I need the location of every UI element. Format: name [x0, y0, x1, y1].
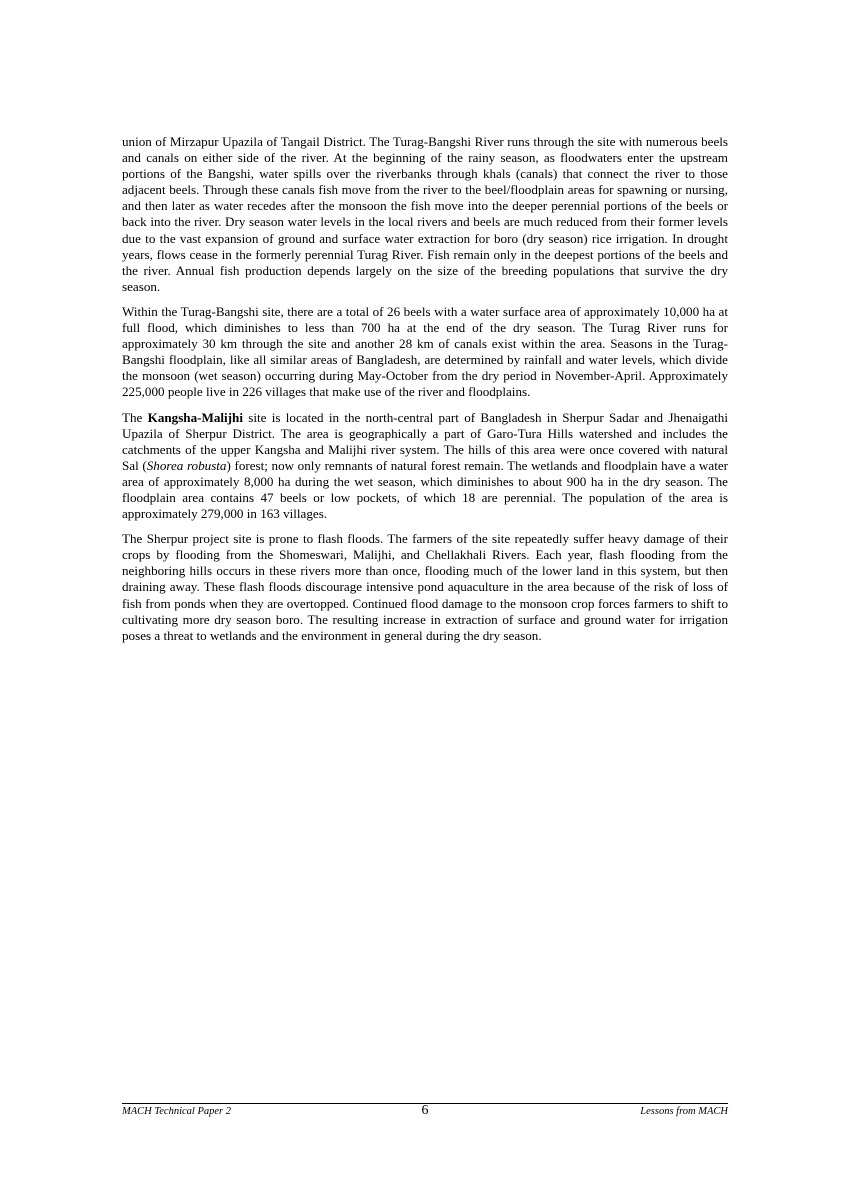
- page-number: 6: [421, 1103, 429, 1118]
- body-text: [122, 134, 728, 644]
- paragraph-turag-bangshi-intro: union of Mirzapur Upazila of Tangail District. The Turag-Bangshi River runs through the site with numerous beels and canals on either side of the river. At the beginning of the rainy season, as floodwaters enter the upstream portions of the Bangshi, water spills over the riverbanks through khals (canals) that connect the river to those adjacent beels. Through these canals fish move from the river to the beel/floodplain areas for spawning or nursing, and then later as water recedes after the monsoon the fish move into the deeper perennial portions of the beels or back into the river. Dry season water levels in the local rivers and beels are much reduced from their former levels due to the vast expansion of ground and surface water extraction for boro (dry season) rice irrigation. In drought years, flows cease in the formerly perennial Turag River. Fish remain only in the deepest portions of the beels and the river. Annual fish production depends largely on the size of the breeding populations that survive the dry season.: [122, 134, 728, 294]
- paragraph-turag-bangshi-beels: Within the Turag-Bangshi site, there are a total of 26 beels with a water surface area of approximately 10,000 ha at full flood, which diminishes to less than 700 ha at the end of the dry season. The Turag River runs for approximately 30 km through the site and another 28 km of canals exist within the area. Seasons in the Turag-Bangshi floodplain, like all similar areas of Bangladesh, are determined by rainfall and water levels, which divide the monsoon (wet season) occurring during May-October from the dry period in November-April. Approximately 225,000 people live in 226 villages that make use of the river and floodplains.: [122, 303, 728, 400]
- species-name-italic: Shorea robusta: [146, 457, 227, 473]
- site-name-bold: Kangsha-Malijhi: [147, 409, 243, 425]
- text-span: ) forest; now only remnants of natural forest remain. The wetlands and floodplain have a water area of approximately 8,000 ha during the wet season, which diminishes to about 900 ha in the dry season. The floodplain area contains 47 beels or low pockets, of which 18 are perennial. The population of the area is approximately 279,000 in 163 villages.: [122, 457, 729, 522]
- text-span: site is located in the north-central part of Bangladesh in Sherpur Sadar and Jhenaigathi Upazila of Sherpur District. The area is geographically a part of Garo-Tura Hills watershed and includes the catchments of the upper Kangsha and Malijhi river system. The hills of this area were once covered with natural Sal (: [122, 409, 728, 473]
- paragraph-kangsha-malijhi: [122, 410, 728, 523]
- footer-document-title: MACH Technical Paper 2: [122, 1106, 231, 1117]
- paragraph-sherpur-flash-floods: The Sherpur project site is prone to flash floods. The farmers of the site repeatedly suffer heavy damage of their crops by flooding from the Shomeswari, Malijhi, and Chellakhali Rivers. Each year, flash flooding from the neighboring hills occurs in these rivers more than once, flooding much of the lower land in this system, but then draining away. These flash floods discourage intensive pond aquaculture in the area because of the risk of loss of fish from ponds when they are overtopped. Continued flood damage to the monsoon crop forces farmers to shift to cultivating more dry season boro. The resulting increase in extraction of surface and ground water for irrigation poses a threat to wetlands and the environment in general during the dry season.: [122, 531, 728, 643]
- text-span: The: [122, 409, 148, 425]
- page-footer: [122, 1104, 728, 1124]
- footer-series-title: Lessons from MACH: [640, 1106, 728, 1117]
